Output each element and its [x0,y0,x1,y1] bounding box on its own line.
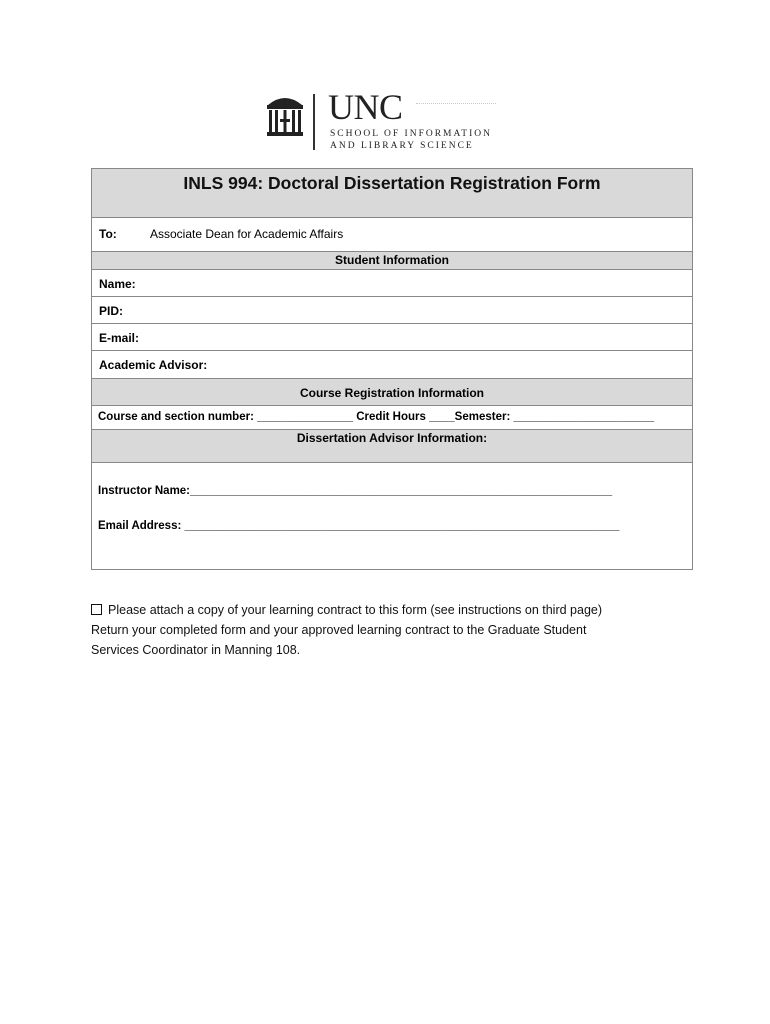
academic-advisor-field-row[interactable] [92,351,692,379]
course-registration-label: Course Registration Information [299,386,484,400]
academic-advisor-label: Academic Advisor: [99,358,208,372]
logo-faint-mark [416,103,496,112]
return-line-1: Return your completed form and your approved learning contract to the Graduate Student [91,623,587,637]
email-field-row[interactable] [92,324,692,351]
form-title-row [92,169,692,218]
pid-field-row[interactable] [92,297,692,324]
logo-school-text [330,128,492,152]
email-label: E-mail: [99,331,140,345]
logo-school-line1: SCHOOL OF INFORMATION [330,129,492,139]
unc-sils-logo [266,87,516,153]
old-well-icon [266,93,304,139]
student-info-label: Student Information [335,253,449,267]
return-line-2: Services Coordinator in Manning 108. [91,643,301,657]
instructions-note [91,600,691,660]
logo-unc-text: UNC [328,87,403,127]
pid-label: PID: [99,304,123,318]
name-field-row[interactable] [92,270,692,297]
name-label: Name: [99,277,136,291]
attach-contract-line [91,600,691,620]
dissertation-advisor-fields [92,463,692,569]
course-registration-header [92,379,692,406]
course-details-text: Course and section number: _______________ Credit Hours ____Semester: ______________________ [98,411,655,423]
attach-text: Please attach a copy of your learning contract to this form (see instructions on third page) [108,603,603,617]
logo-divider [313,94,315,150]
student-info-header [92,252,692,270]
email-address-field[interactable]: Email Address: ____________________________________________________________________ [98,520,620,532]
form-title: INLS 994: Doctoral Dissertation Registration Form [183,173,601,193]
to-label: To: [99,227,117,241]
instructor-name-field[interactable]: Instructor Name:__________________________________________________________________ [98,485,613,497]
to-value: Associate Dean for Academic Affairs [150,227,344,241]
dissertation-advisor-header [92,430,692,463]
registration-form-table [91,168,693,570]
course-details-row[interactable] [92,406,692,430]
to-row [92,218,692,252]
attach-checkbox[interactable] [91,604,102,615]
dissertation-advisor-label: Dissertation Advisor Information: [296,431,488,445]
logo-school-line2: AND LIBRARY SCIENCE [330,141,474,151]
